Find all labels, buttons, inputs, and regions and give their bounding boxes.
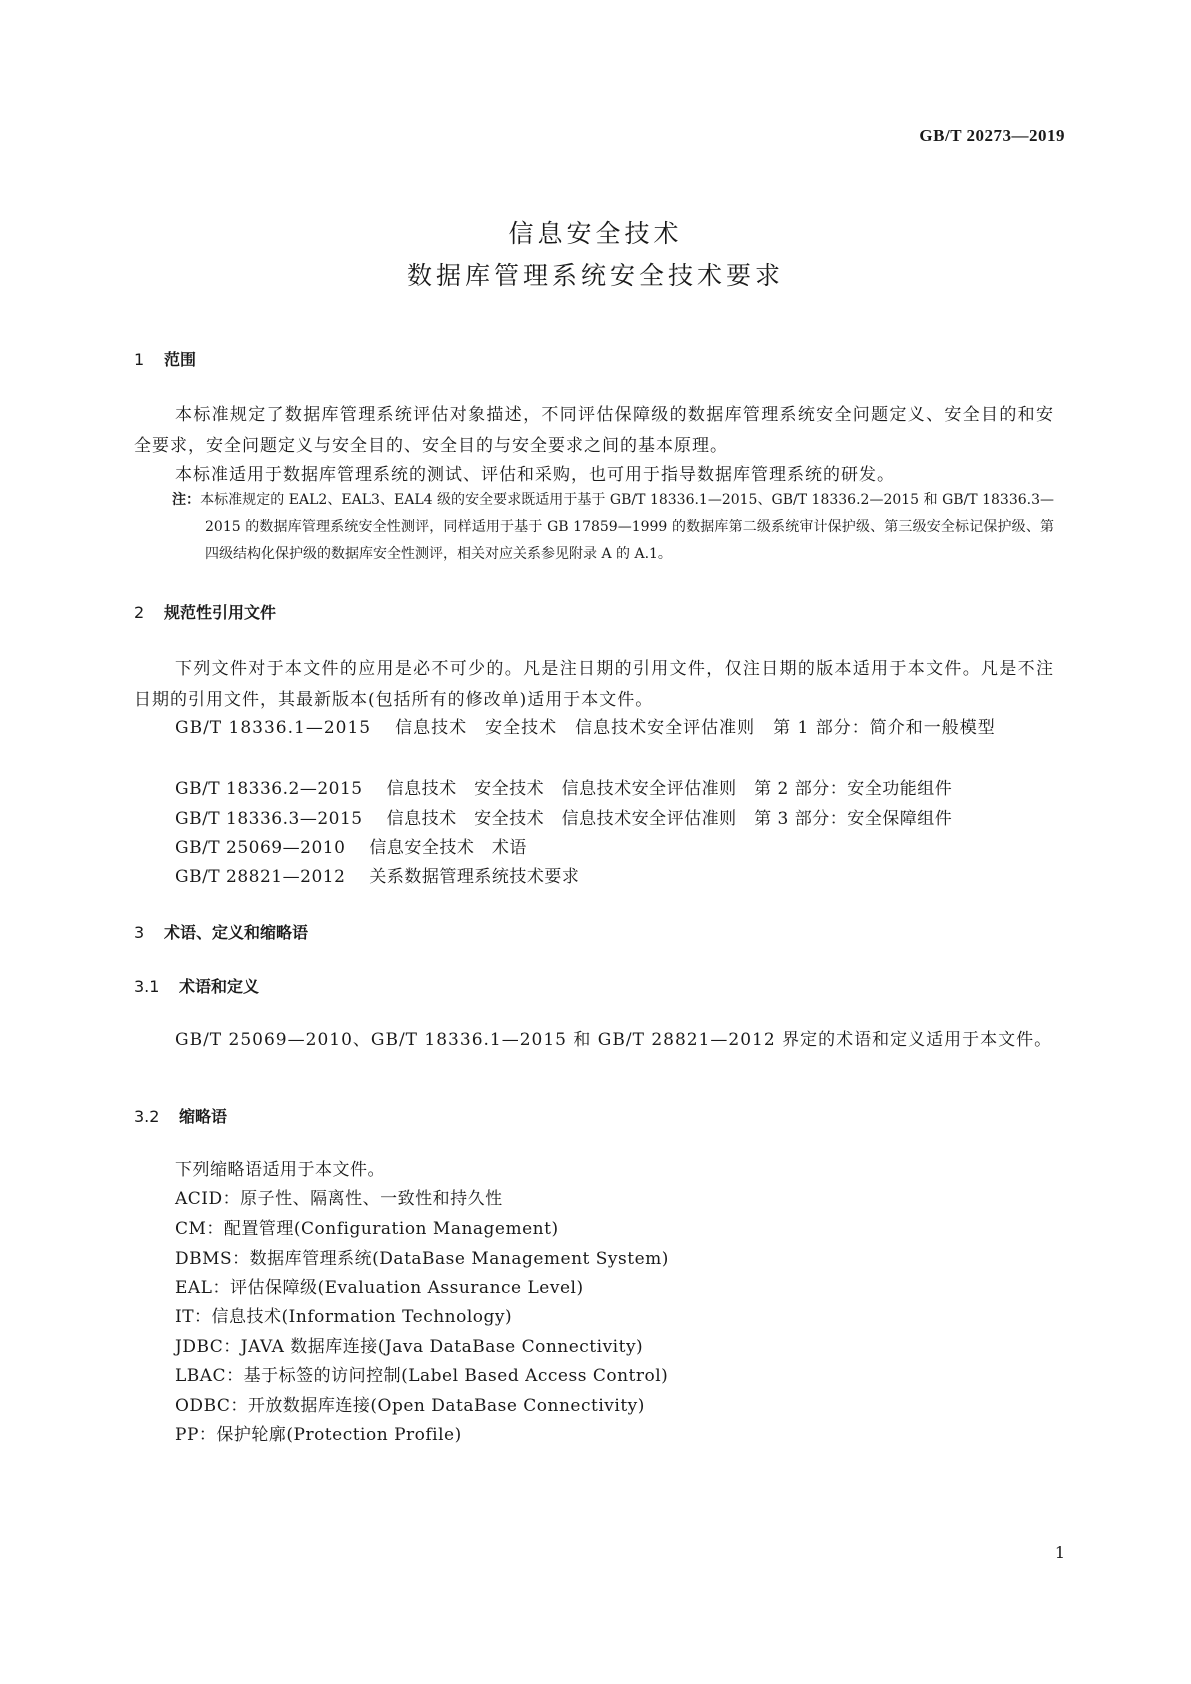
reference-item	[175, 804, 952, 829]
note-text: 本标准规定的 EAL2、EAL3、EAL4 级的安全要求既适用于基于 GB/T 18336.1—2015、GB/T 18336.2—2015 和 GB/T 18336.3—2015 的数据库管理系统安全性测评，同样适用于基于 GB 17859—1999 的数据库第二级系统审计保护级、第三级安全标记保护级、第四级结构化保护级的数据库安全性测评，相关对应关系参见附录 A 的 A.1。	[200, 492, 1054, 562]
doc-title-line2: 数据库管理系统安全技术要求	[406, 261, 784, 290]
abbreviation-item: ACID：原子性、隔离性、一致性和持久性	[175, 1189, 503, 1209]
reference-code: GB/T 18336.1—2015	[175, 718, 372, 738]
section-number: 1	[134, 350, 145, 369]
abbreviation-item: EAL：评估保障级(Evaluation Assurance Level)	[175, 1278, 584, 1298]
section-title: 规范性引用文件	[164, 603, 277, 622]
section-3-heading	[134, 920, 308, 943]
section-1-note	[172, 487, 1054, 568]
reference-name: 信息安全技术 术语	[369, 838, 527, 858]
section-number: 3.2	[134, 1107, 160, 1126]
abbreviation-item: ODBC：开放数据库连接(Open DataBase Connectivity)	[175, 1396, 645, 1416]
section-3-1-heading	[134, 974, 259, 997]
reference-item	[134, 713, 1054, 744]
abbreviation-item: DBMS：数据库管理系统(DataBase Management System)	[175, 1249, 669, 1269]
abbreviation-item: JDBC：JAVA 数据库连接(Java DataBase Connectivity)	[175, 1337, 644, 1357]
note-label: 注：	[172, 492, 201, 508]
doc-title-line1: 信息安全技术	[508, 219, 683, 248]
reference-code: GB/T 18336.2—2015	[175, 779, 363, 799]
section-title: 术语和定义	[179, 977, 260, 996]
section-title: 术语、定义和缩略语	[164, 923, 309, 942]
reference-name: 信息技术 安全技术 信息技术安全评估准则 第 1 部分：简介和一般模型	[395, 718, 996, 738]
reference-item	[175, 833, 527, 858]
reference-item	[175, 774, 952, 799]
reference-name: 关系数据管理系统技术要求	[369, 867, 580, 887]
section-title: 范围	[164, 350, 197, 369]
section-1-paragraph-2: 本标准适用于数据库管理系统的测试、评估和采购，也可用于指导数据库管理系统的研发。	[175, 465, 895, 485]
reference-code: GB/T 25069—2010	[175, 838, 346, 858]
section-title: 缩略语	[179, 1107, 228, 1126]
reference-name: 信息技术 安全技术 信息技术安全评估准则 第 2 部分：安全功能组件	[386, 779, 953, 799]
section-1-heading	[134, 347, 196, 370]
abbreviation-item: PP：保护轮廓(Protection Profile)	[175, 1425, 462, 1445]
reference-name: 信息技术 安全技术 信息技术安全评估准则 第 3 部分：安全保障组件	[386, 809, 953, 829]
abbreviation-item: IT：信息技术(Information Technology)	[175, 1307, 513, 1327]
section-2-heading	[134, 600, 276, 623]
reference-code: GB/T 18336.3—2015	[175, 809, 363, 829]
section-number: 2	[134, 603, 145, 622]
section-3-1-paragraph: GB/T 25069—2010、GB/T 18336.1—2015 和 GB/T 28821—2012 界定的术语和定义适用于本文件。	[175, 1030, 1053, 1050]
section-3-2-heading	[134, 1104, 227, 1127]
page-number: 1	[1054, 1543, 1065, 1562]
section-1-paragraph-1: 本标准规定了数据库管理系统评估对象描述，不同评估保障级的数据库管理系统安全问题定义、安全目的和安全要求，安全问题定义与安全目的、安全目的与安全要求之间的基本原理。	[134, 405, 1054, 456]
section-number: 3	[134, 923, 145, 942]
section-2-paragraph-1: 下列文件对于本文件的应用是必不可少的。凡是注日期的引用文件，仅注日期的版本适用于本文件。凡是不注日期的引用文件，其最新版本(包括所有的修改单)适用于本文件。	[134, 659, 1054, 710]
standard-code: GB/T 20273—2019	[919, 126, 1065, 145]
abbreviation-item: CM：配置管理(Configuration Management)	[175, 1219, 559, 1239]
abbreviations-intro: 下列缩略语适用于本文件。	[175, 1160, 385, 1180]
reference-code: GB/T 28821—2012	[175, 867, 346, 887]
abbreviation-item: LBAC：基于标签的访问控制(Label Based Access Control)	[175, 1366, 669, 1386]
section-number: 3.1	[134, 977, 160, 996]
reference-item	[175, 862, 579, 887]
